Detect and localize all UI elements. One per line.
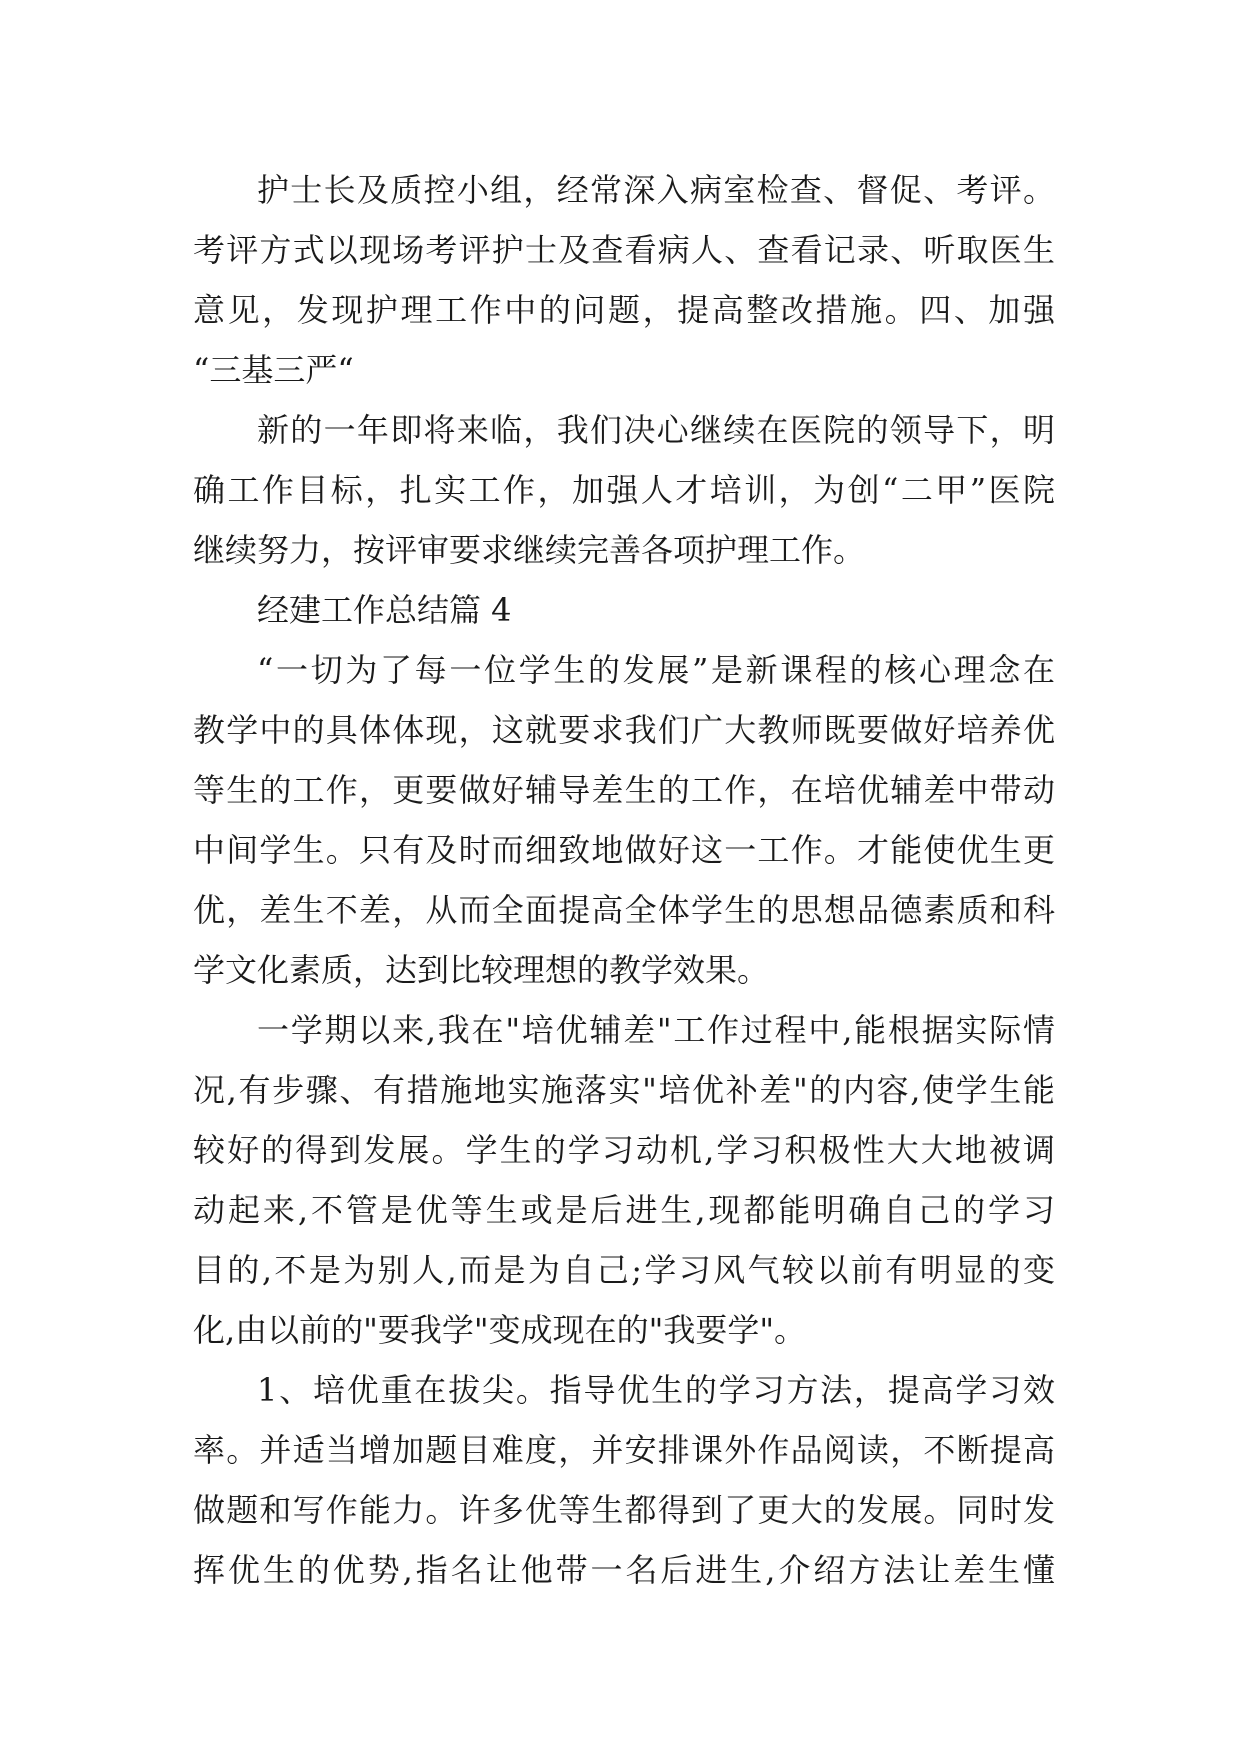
text-line: 继续努力，按评审要求继续完善各项护理工作。 [193,531,866,569]
text-line: “一切为了每一位学生的发展”是新课程的核心理念在 [257,651,1055,689]
text-line: 新的一年即将来临，我们决心继续在医院的领导下，明 [257,411,1055,449]
text-line: 挥优生的优势,指名让他带一名后进生,介绍方法让差生懂 [193,1551,1055,1589]
text-line: 动起来,不管是优等生或是后进生,现都能明确自己的学习 [193,1191,1055,1229]
text-line: 意见，发现护理工作中的问题，提高整改措施。四、加强 [193,291,1055,329]
text-line: 化,由以前的"要我学"变成现在的"我要学"。 [193,1311,807,1349]
text-line: 做题和写作能力。许多优等生都得到了更大的发展。同时发 [193,1491,1055,1529]
text-line: 一学期以来,我在"培优辅差"工作过程中,能根据实际情 [257,1011,1055,1049]
text-line: 目的,不是为别人,而是为自己;学习风气较以前有明显的变 [193,1251,1055,1289]
text-line: 率。并适当增加题目难度，并安排课外作品阅读，不断提高 [193,1431,1055,1469]
section-heading: 经建工作总结篇 4 [257,591,512,629]
document-body [193,160,1055,1600]
text-line: 优，差生不差，从而全面提高全体学生的思想品德素质和科 [193,891,1055,929]
text-line: 较好的得到发展。学生的学习动机,学习积极性大大地被调 [193,1131,1055,1169]
text-line: 考评方式以现场考评护士及查看病人、查看记录、听取医生 [193,231,1055,269]
text-line: 等生的工作，更要做好辅导差生的工作，在培优辅差中带动 [193,771,1055,809]
text-line: 确工作目标，扎实工作，加强人才培训，为创“二甲”医院 [193,471,1055,509]
text-line: 况,有步骤、有措施地实施落实"培优补差"的内容,使学生能 [193,1071,1055,1109]
text-line: 1、培优重在拔尖。指导优生的学习方法，提高学习效 [257,1371,1055,1409]
text-line: 护士长及质控小组，经常深入病室检查、督促、考评。 [257,171,1055,209]
text-line: “三基三严“ [193,351,354,389]
text-line: 教学中的具体体现，这就要求我们广大教师既要做好培养优 [193,711,1055,749]
text-line: 学文化素质，达到比较理想的教学效果。 [193,951,770,989]
text-line: 中间学生。只有及时而细致地做好这一工作。才能使优生更 [193,831,1055,869]
